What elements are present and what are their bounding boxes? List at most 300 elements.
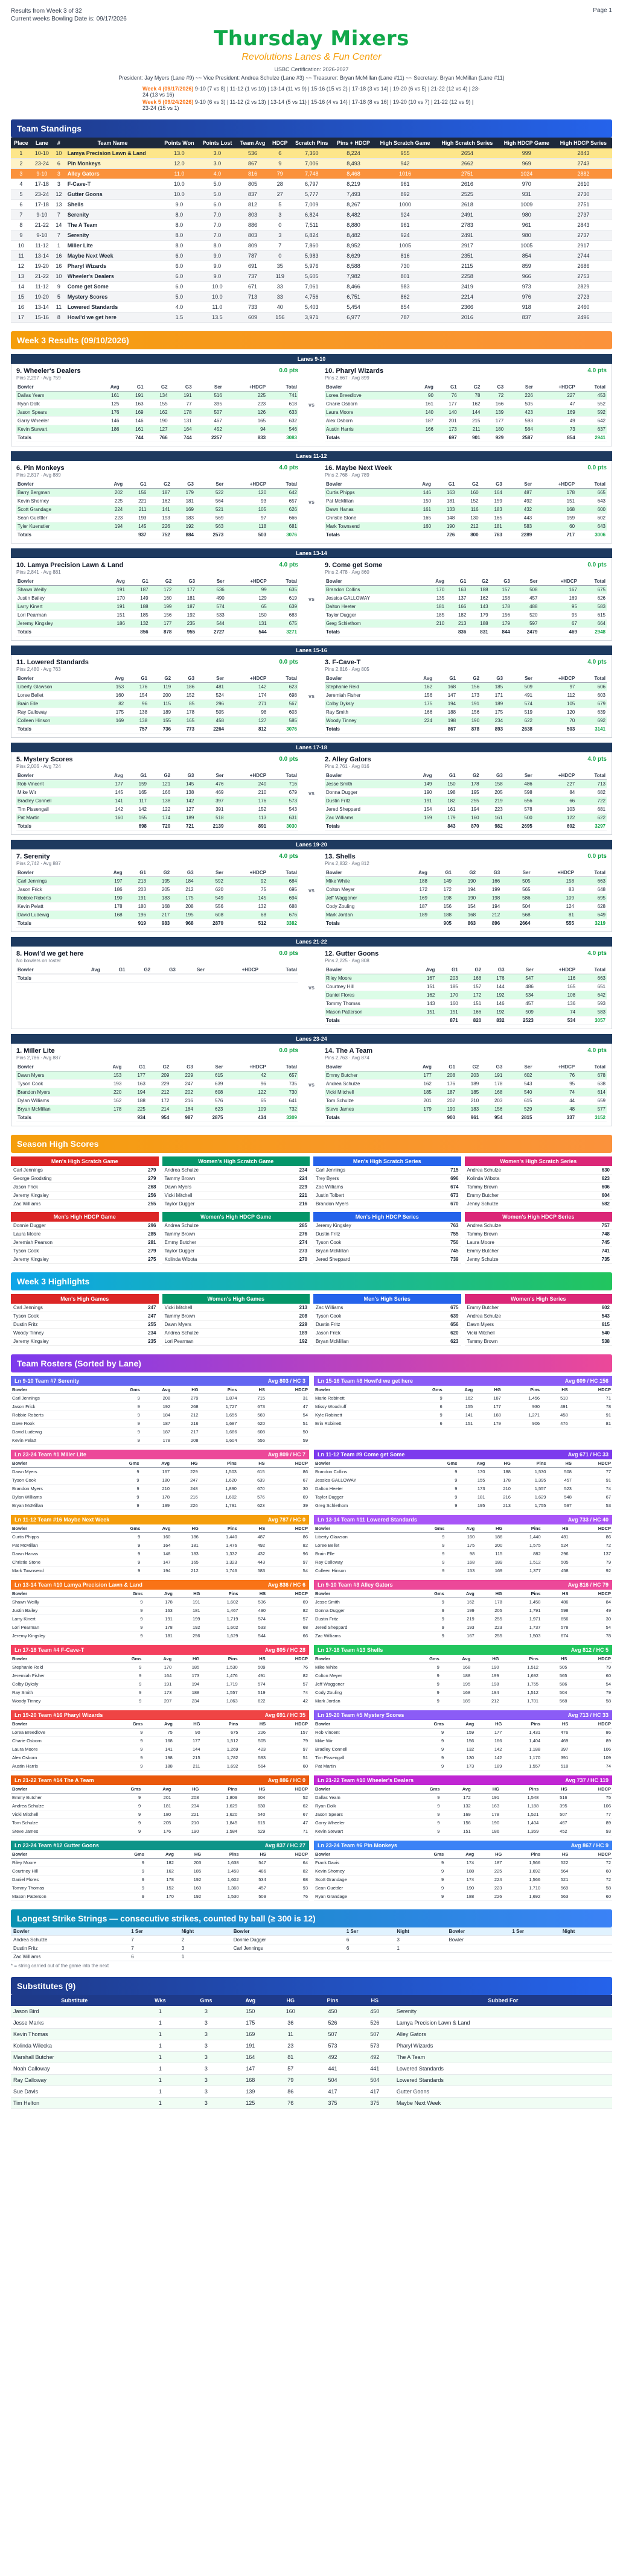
match-cell: 174 [225, 691, 267, 700]
standings-cell: 733 [236, 302, 269, 312]
sub-cell: 36 [271, 2017, 310, 2029]
strings-row [11, 1944, 612, 1953]
match-bowler-row [16, 911, 298, 919]
roster-table [314, 1850, 612, 1901]
roster-col-header: Gms [411, 1524, 446, 1533]
roster-row [11, 1420, 309, 1428]
match-col-header: Avg [101, 577, 126, 586]
roster-cell: 1,687 [200, 1420, 238, 1428]
standings-cell: 6,824 [291, 230, 333, 241]
report-header-bar [11, 7, 612, 23]
roster-cell: 215 [174, 1754, 202, 1762]
match-cell: 481 [196, 683, 225, 691]
match-cell: 190 [98, 894, 124, 903]
match-cell: 628 [575, 903, 607, 911]
roster-cell: 173 [458, 1485, 486, 1493]
roster-cell: Frank Davis [314, 1859, 410, 1867]
match-cell: 186 [101, 620, 126, 628]
match-cell: 151 [436, 1008, 459, 1017]
standings-cell: 6 [269, 148, 291, 159]
roster-cell: Jason Spears [314, 1810, 405, 1819]
roster-cell: 9 [109, 1632, 144, 1640]
roster-cell: 9 [410, 1876, 445, 1884]
strings-col-header: Bowler [446, 1927, 510, 1936]
bowler-name: Zac Williams [313, 1183, 423, 1191]
match-team-name: 16. Maybe Next Week [325, 465, 392, 472]
roster-cell: 1,530 [200, 1663, 238, 1672]
roster-col-header: Avg [441, 1785, 471, 1794]
roster-cell: 1,456 [502, 1394, 541, 1403]
match-cell: 175 [481, 708, 504, 717]
roster-cell: 9 [411, 1550, 446, 1558]
sub-cell: Serenity [394, 2006, 612, 2017]
match-cell: 583 [578, 603, 607, 611]
roster-team-label [318, 1777, 414, 1783]
roster-table [11, 1386, 309, 1445]
roster-cell: 565 [540, 1672, 568, 1680]
roster-lane: Ln 19-20 [14, 1712, 37, 1718]
high-score-row [465, 1304, 613, 1312]
roster-avg: Avg 809 / HC 7 [267, 1451, 305, 1458]
standings-cell: 961 [374, 179, 436, 189]
standings-cell: 1009 [499, 200, 555, 210]
match-cell: 92 [225, 877, 267, 886]
standings-cell: 1 [11, 148, 31, 159]
roster-cell: 1,557 [512, 1485, 548, 1493]
high-score-row [162, 1255, 310, 1264]
match-cell: 520 [511, 611, 539, 620]
match-cell: Mason Patterson [325, 1008, 411, 1017]
match-cell: 190 [453, 877, 477, 886]
roster-lane: Ln 13-14 [14, 1582, 37, 1588]
roster-team-label [318, 1517, 417, 1523]
match-cell: 194 [453, 886, 477, 894]
roster-cell: 1,890 [199, 1485, 238, 1493]
match-bowler-row [325, 489, 607, 497]
high-score-title: Men's High HDCP Series [313, 1212, 461, 1222]
roster-cell: 194 [471, 1689, 500, 1697]
roster-cell: 1,458 [503, 1598, 542, 1607]
roster-cell: 9 [106, 1411, 141, 1420]
roster-cell: 185 [175, 1867, 202, 1876]
match-total-cell: 2264 [196, 725, 225, 734]
roster-card [11, 1580, 309, 1640]
roster-cell: 168 [144, 1737, 173, 1745]
match-cell: 203 [124, 886, 147, 894]
sub-row [11, 2040, 612, 2052]
match-cell: 166 [481, 400, 505, 408]
roster-avg: Avg 713 / HC 33 [567, 1712, 609, 1718]
standings-cell: 801 [374, 271, 436, 282]
roster-col-header: Avg [441, 1655, 471, 1663]
standings-cell: 3 [269, 230, 291, 241]
standings-cell: 11.0 [160, 169, 198, 179]
match-cell: 122 [148, 805, 171, 814]
roster-cell: 97 [266, 1558, 309, 1567]
roster-cell: 556 [238, 1436, 266, 1445]
roster-cell: 194 [173, 1680, 200, 1689]
match-bowler-row [325, 780, 607, 788]
bowler-name: Jeremiah Pearson [11, 1239, 125, 1247]
roster-row [11, 1689, 309, 1697]
match-cell: 212 [147, 1088, 170, 1097]
match-total-cell: 856 [126, 628, 150, 636]
roster-lane: Ln 19-20 [318, 1712, 340, 1718]
standings-header: Pins + HDCP [333, 138, 374, 148]
match-cell: 162 [407, 1080, 432, 1088]
strings-cell: 6 [129, 1953, 179, 1961]
roster-cell: 74 [569, 1762, 612, 1771]
standings-cell: 0 [269, 220, 291, 230]
subs-banner: Substitutes (9) [11, 1977, 612, 1995]
roster-header [314, 1515, 612, 1524]
match-card [11, 364, 612, 446]
match-total-cell [126, 974, 152, 983]
roster-cell: 1,440 [503, 1533, 542, 1541]
roster-col-header: Gms [411, 1590, 446, 1598]
match-cell: 96 [125, 700, 149, 708]
score-value: 270 [273, 1255, 310, 1264]
match-cell: 193 [148, 514, 171, 522]
match-col-header: Total [575, 869, 607, 877]
match-cell: 486 [504, 780, 534, 788]
high-score-row [465, 1337, 613, 1346]
roster-cell: 1,323 [200, 1558, 238, 1567]
match-cell: 167 [538, 586, 578, 594]
strings-cell [231, 1953, 344, 1961]
officers: President: Jay Myers (Lane #9) ~~ Vice President: Andrea Schulze (Lane #3) ~~ Treasurer: Bryan McMillan (Lane #11) ~~ Secretary: Bryan McMillan (Lane #11) [118, 75, 505, 81]
match-col-header: G1 [123, 1063, 146, 1071]
match-cell: 569 [195, 514, 225, 522]
roster-cell: 476 [542, 1728, 569, 1737]
roster-cell: 467 [540, 1819, 568, 1827]
match-bowler-row [325, 408, 607, 417]
match-bowler-row [16, 1088, 298, 1097]
sub-cell: Jesse Marks [11, 2017, 138, 2029]
standings-cell: 6,824 [291, 210, 333, 220]
roster-col-header: HS [239, 1720, 267, 1728]
match-bowler-row [325, 506, 607, 514]
match-cell: 157 [459, 983, 482, 991]
roster-cell: 1,512 [500, 1663, 540, 1672]
roster-col-header: HDCP [267, 1720, 309, 1728]
match-total-cell: 854 [534, 434, 577, 442]
match-cell: 163 [123, 1080, 146, 1088]
match-col-header: G3 [482, 966, 505, 974]
match-cell: 210 [422, 620, 446, 628]
roster-cell: 163 [144, 1607, 173, 1615]
match-cell: 160 [436, 1000, 459, 1008]
high-score-row [11, 1329, 159, 1337]
match-cell: 144 [458, 408, 482, 417]
roster-cell: 141 [144, 1745, 173, 1754]
roster-cell: 77 [573, 1468, 612, 1476]
roster-cell: 9 [105, 1468, 140, 1476]
match-cell: 131 [226, 620, 268, 628]
standings-cell: 8.0 [160, 220, 198, 230]
match-meta: Pins 2,816 · Avg 805 [325, 667, 369, 672]
match-cell: 127 [145, 425, 169, 434]
sub-cell: 1 [138, 2006, 182, 2017]
roster-cell: 203 [175, 1859, 202, 1867]
standings-cell: 1.5 [160, 312, 198, 323]
bowler-name: Emmy Butcher [465, 1304, 576, 1312]
roster-cell: 509 [239, 1663, 267, 1672]
roster-col-header: Avg [445, 1720, 475, 1728]
match-cell: 187 [148, 489, 171, 497]
match-bowler-row [16, 903, 298, 911]
standings-cell: 6.0 [160, 271, 198, 282]
match-cell: 191 [407, 797, 433, 805]
standings-cell: 14 [11, 282, 31, 292]
match-cell: Kevin Stewart [16, 425, 94, 434]
match-cell: 66 [534, 797, 577, 805]
roster-cell: 142 [475, 1754, 503, 1762]
roster-cell: 31 [266, 1394, 309, 1403]
match-bowler-table [16, 869, 298, 928]
roster-cell: 256 [174, 1632, 202, 1640]
roster-cell: 205 [142, 1819, 172, 1827]
roster-col-header: Gms [408, 1386, 443, 1394]
match-cell: 490 [196, 594, 226, 603]
standings-cell: 8,880 [333, 220, 374, 230]
standings-cell: 4 [11, 179, 31, 189]
match-cell: 179 [407, 1105, 432, 1114]
roster-cell: 67 [573, 1493, 612, 1502]
match-total-cell: 3076 [267, 531, 298, 539]
match-cell: 457 [511, 594, 539, 603]
match-col-header: Ser [501, 869, 531, 877]
standings-cell: 924 [374, 230, 436, 241]
match-col-header: Bowler [16, 966, 69, 974]
match-cell: 221 [124, 497, 147, 506]
sub-cell: The A Team [394, 2052, 612, 2063]
roster-cell: 186 [171, 1533, 199, 1541]
roster-cell: 155 [444, 1403, 474, 1411]
match-points: 0.0 pts [279, 756, 298, 763]
sub-cell: Maybe Next Week [394, 2098, 612, 2109]
roster-cell: 1,575 [503, 1541, 542, 1550]
roster-cell: 9 [404, 1689, 440, 1697]
match-cell: 543 [267, 805, 298, 814]
roster-cell: 9 [108, 1672, 143, 1680]
roster-cell: 9 [107, 1802, 142, 1810]
match-team-line [325, 853, 607, 860]
high-score-row [11, 1255, 159, 1264]
match-bowler-row [325, 983, 607, 991]
match-cell: Mark Townsend [325, 522, 406, 531]
standings-cell: 5,983 [291, 251, 333, 261]
match-total-cell: Totals [16, 434, 94, 442]
roster-cell: 9 [106, 1550, 141, 1558]
match-col-header: Avg [411, 966, 436, 974]
standings-row [11, 312, 612, 323]
match-cell: Laura Moore [325, 408, 409, 417]
high-score-row [162, 1337, 310, 1346]
roster-row [11, 1737, 309, 1745]
roster-row [11, 1502, 309, 1510]
roster-header-row [11, 1590, 309, 1598]
match-cell: 164 [169, 425, 193, 434]
roster-cell: 1,431 [503, 1728, 542, 1737]
standings-cell: 6,797 [291, 179, 333, 189]
match-cell: 142 [225, 683, 267, 691]
match-cell: 202 [170, 1088, 194, 1097]
roster-cell: 597 [547, 1502, 572, 1510]
match-cell: 676 [267, 911, 298, 919]
standings-cell: 8,588 [333, 261, 374, 271]
match-cell: 190 [432, 522, 456, 531]
bowler-name: Dustin Fritz [313, 1321, 423, 1329]
match-cell: Woody Tinney [325, 717, 408, 725]
high-score-title: Women's High Scratch Series [465, 1156, 613, 1166]
match-cell: 121 [148, 780, 171, 788]
roster-col-header: HG [476, 1524, 503, 1533]
roster-cell: 82 [267, 1672, 309, 1680]
roster-team-label [318, 1647, 383, 1653]
match-col-header: G1 [121, 383, 145, 392]
match-cell: 82 [100, 700, 125, 708]
roster-cell: 192 [175, 1876, 202, 1884]
match-cell: 192 [482, 1008, 505, 1017]
roster-cell: 578 [542, 1623, 569, 1632]
standings-cell: 787 [236, 251, 269, 261]
high-score-row [465, 1183, 613, 1191]
roster-cell: 9 [111, 1867, 145, 1876]
roster-col-header: Avg [444, 1386, 474, 1394]
match-totals-row [325, 919, 607, 928]
roster-cell: 1,719 [200, 1680, 238, 1689]
match-cell: 84 [534, 788, 577, 797]
standings-cell: 837 [236, 189, 269, 200]
match-total-cell: 3006 [576, 531, 607, 539]
high-score-box [162, 1212, 310, 1264]
bowler-name: Jason Frick [313, 1329, 423, 1337]
match-cell: 162 [145, 408, 169, 417]
match-cell: 192 [173, 611, 196, 620]
match-total-cell: Totals [325, 1114, 407, 1122]
strings-col-header: 1 Ser [344, 1927, 394, 1936]
match-cell: 208 [433, 1071, 456, 1080]
roster-cell: 84 [569, 1598, 612, 1607]
standings-cell: 3 [11, 169, 31, 179]
match-cell: 175 [171, 894, 194, 903]
match-cell: 185 [422, 611, 446, 620]
roster-cell: 248 [171, 1485, 199, 1493]
match-col-header: G3 [477, 869, 501, 877]
roster-col-header: HG [171, 1524, 199, 1533]
standings-row [11, 148, 612, 159]
roster-card [11, 1710, 309, 1771]
score-value: 757 [575, 1222, 612, 1230]
bowler-name: Laura Moore [11, 1230, 125, 1239]
strings-cell: 3 [394, 1936, 446, 1944]
match-cell: 626 [578, 594, 607, 603]
roster-col-header: HG [471, 1655, 500, 1663]
match-side [11, 558, 303, 640]
roster-team-label [318, 1842, 397, 1848]
standings-cell: 13 [11, 271, 31, 282]
score-value: 234 [123, 1329, 158, 1337]
roster-col-header: HDCP [569, 1785, 612, 1794]
standings-cell: 6.0 [160, 282, 198, 292]
sub-cell: Tim Helton [11, 2098, 138, 2109]
roster-cell: 205 [476, 1607, 503, 1615]
match-cell: Riley Moore [325, 974, 411, 983]
sub-cell: 3 [182, 2052, 229, 2063]
match-points: 4.0 pts [587, 950, 607, 957]
roster-cell: 1,521 [500, 1810, 540, 1819]
match-cell: 635 [268, 586, 298, 594]
standings-cell: 7,006 [291, 159, 333, 169]
roster-row [314, 1411, 612, 1420]
high-score-table [313, 1166, 461, 1208]
score-value: 696 [423, 1175, 461, 1183]
strings-col-header: 1 Ser [129, 1927, 179, 1936]
match-col-header: Avg [409, 383, 435, 392]
roster-col-header: HDCP [266, 1459, 309, 1468]
roster-cell: 9 [411, 1623, 446, 1632]
standings-cell: 1000 [374, 200, 436, 210]
match-cell: 225 [123, 1105, 146, 1114]
match-team-line [16, 659, 298, 666]
roster-cell: 9 [410, 1892, 445, 1901]
match-cell: 159 [124, 780, 148, 788]
match-cell: 522 [195, 489, 225, 497]
match-cell: Tyson Cook [16, 1080, 97, 1088]
match-cell: 488 [511, 603, 539, 611]
roster-cell: 469 [542, 1737, 569, 1745]
match-cell: 65 [226, 603, 268, 611]
roster-cell: 9 [109, 1623, 144, 1632]
roster-row [314, 1810, 612, 1819]
match-total-cell: 833 [223, 434, 267, 442]
roster-cell: Alex Osborn [11, 1754, 109, 1762]
roster-cell: 9 [405, 1810, 441, 1819]
match-side [11, 364, 303, 446]
roster-cell: 504 [540, 1689, 568, 1697]
roster-cell: 54 [266, 1567, 309, 1575]
roster-col-header: Pins [503, 1524, 542, 1533]
roster-cell: Brandon Collins [314, 1468, 426, 1476]
match-bowler-row [16, 506, 298, 514]
match-total-cell: 934 [123, 1114, 146, 1122]
roster-cell: 9 [426, 1476, 458, 1485]
match-cell: 118 [225, 522, 267, 531]
match-cell: 124 [532, 903, 575, 911]
roster-header-row [11, 1850, 309, 1859]
match-cell: 187 [409, 417, 435, 425]
match-cell: 606 [576, 683, 607, 691]
roster-cell: 268 [171, 1403, 199, 1411]
roster-cell: 574 [239, 1615, 267, 1623]
match-team-line [16, 367, 298, 375]
roster-header [11, 1580, 309, 1590]
team-name: Gutter Goons [65, 189, 161, 200]
match-total-cell [97, 1114, 123, 1122]
roster-table [314, 1386, 612, 1428]
roster-row [11, 1745, 309, 1754]
roster-cell: Jeff Waggoner [314, 1680, 404, 1689]
match-cell: 182 [433, 797, 457, 805]
standings-cell: 5,777 [291, 189, 333, 200]
match-cell: 186 [98, 886, 124, 894]
match-cell: 160 [100, 691, 125, 700]
strings-cell [344, 1953, 394, 1961]
match-cell: Tom Schulze [325, 1097, 407, 1105]
roster-cell: 9 [426, 1502, 458, 1510]
match-team-name: 6. Pin Monkeys [16, 465, 65, 472]
